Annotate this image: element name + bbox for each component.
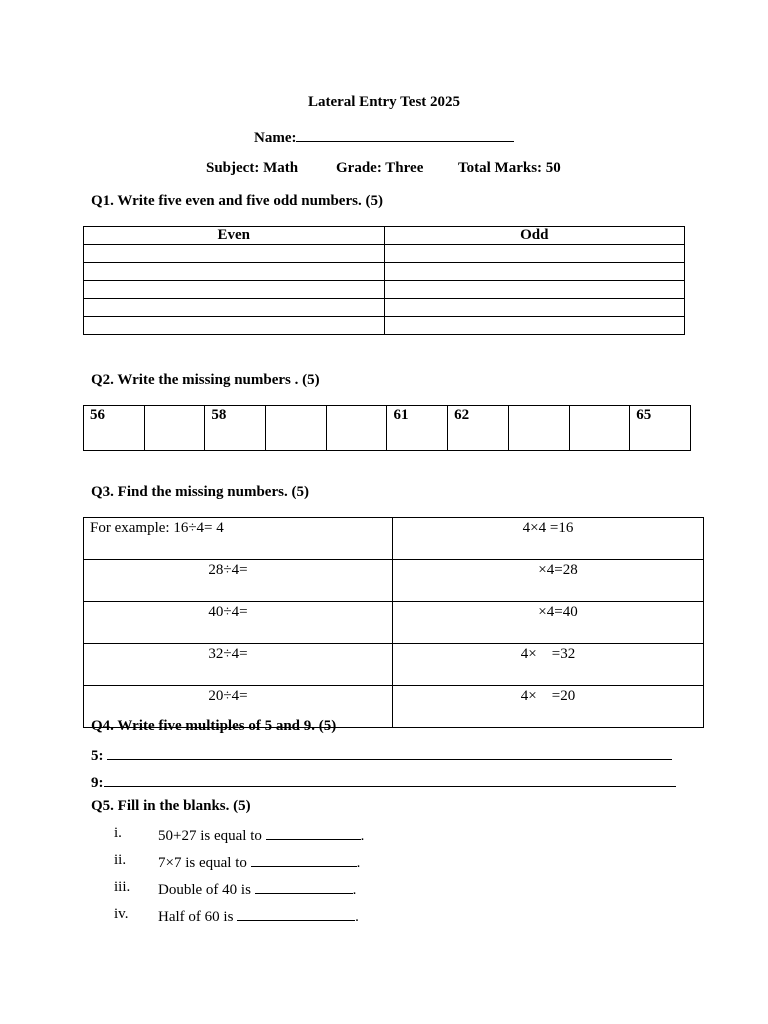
multiples-9-blank[interactable] [104, 772, 676, 787]
item-text: Double of 40 is [158, 882, 255, 898]
item-end: . [355, 909, 359, 925]
item-end: . [356, 855, 361, 871]
table-row [84, 560, 704, 602]
number-cell[interactable] [326, 406, 387, 451]
q2-title: Q2. Write the missing numbers . (5) [91, 372, 320, 388]
even-cell[interactable] [84, 299, 385, 317]
number-cell: 62 [448, 406, 509, 451]
multiples-9-line [91, 772, 676, 792]
odd-cell[interactable] [384, 299, 685, 317]
item-number: iii. [114, 879, 131, 895]
total-marks-label: Total Marks: 50 [458, 160, 561, 176]
item-text: 50+27 is equal to [158, 828, 266, 844]
item-number: i. [114, 825, 122, 841]
fill-blank-item [158, 852, 360, 872]
odd-cell[interactable] [384, 281, 685, 299]
q5-title: Q5. Fill in the blanks. (5) [91, 798, 251, 814]
number-cell[interactable] [144, 406, 205, 451]
number-cell[interactable] [569, 406, 630, 451]
odd-cell[interactable] [384, 317, 685, 335]
table-row [84, 644, 704, 686]
multiples-5-line [91, 745, 672, 765]
multiples-5-label: 5: [91, 748, 108, 764]
subject-label: Subject: Math [206, 160, 299, 176]
multiplication-cell[interactable]: 4× =32 [393, 644, 704, 686]
number-cell[interactable] [508, 406, 569, 451]
table-row [84, 281, 685, 299]
even-cell[interactable] [84, 317, 385, 335]
q2-table [83, 405, 691, 451]
number-cell: 65 [630, 406, 691, 451]
q3-table [83, 517, 704, 728]
fill-blank-item [158, 879, 356, 899]
table-row [84, 602, 704, 644]
q1-header-odd: Odd [384, 227, 685, 245]
page-title: Lateral Entry Test 2025 [307, 94, 461, 110]
fill-blank-item [158, 906, 359, 926]
division-cell[interactable]: 40÷4= [84, 602, 393, 644]
table-row [84, 518, 704, 560]
even-cell[interactable] [84, 263, 385, 281]
item-end: . [352, 882, 357, 898]
example-right-cell: 4×4 =16 [393, 518, 704, 560]
multiplication-cell[interactable]: 4× =20 [393, 686, 704, 728]
multiplication-cell[interactable]: ×4=28 [393, 560, 704, 602]
odd-cell[interactable] [384, 263, 685, 281]
number-cell: 58 [205, 406, 266, 451]
answer-blank[interactable] [266, 825, 361, 840]
even-cell[interactable] [84, 245, 385, 263]
item-text: 7×7 is equal to [158, 855, 251, 871]
item-text: Half of 60 is [158, 909, 238, 925]
table-row [84, 245, 685, 263]
multiples-9-label: 9: [91, 775, 104, 791]
q3-title: Q3. Find the missing numbers. (5) [91, 484, 309, 500]
name-label: Name: [254, 130, 297, 146]
table-row [84, 299, 685, 317]
odd-cell[interactable] [384, 245, 685, 263]
multiplication-cell[interactable]: ×4=40 [393, 602, 704, 644]
name-blank[interactable] [296, 127, 514, 142]
number-cell: 56 [84, 406, 145, 451]
table-row [84, 317, 685, 335]
fill-blank-item [158, 825, 364, 845]
name-line [254, 127, 514, 147]
q4-title: Q4. Write five multiples of 5 and 9. (5) [91, 718, 337, 734]
q1-table [83, 226, 685, 335]
grade-label: Grade: Three [336, 160, 424, 176]
division-cell[interactable]: 28÷4= [84, 560, 393, 602]
number-cell: 61 [387, 406, 448, 451]
item-number: ii. [114, 852, 127, 868]
item-end: . [360, 828, 365, 844]
number-cell[interactable] [266, 406, 327, 451]
answer-blank[interactable] [251, 852, 357, 867]
division-cell[interactable]: 32÷4= [84, 644, 393, 686]
even-cell[interactable] [84, 281, 385, 299]
example-left-cell: For example: 16÷4= 4 [84, 518, 393, 560]
table-row [84, 263, 685, 281]
answer-blank[interactable] [255, 879, 353, 894]
multiples-5-blank[interactable] [107, 745, 672, 760]
q1-header-even: Even [84, 227, 385, 245]
division-cell[interactable]: 20÷4= [84, 686, 393, 728]
item-number: iv. [114, 906, 129, 922]
q1-title: Q1. Write five even and five odd numbers. (5) [91, 193, 383, 209]
answer-blank[interactable] [237, 906, 355, 921]
